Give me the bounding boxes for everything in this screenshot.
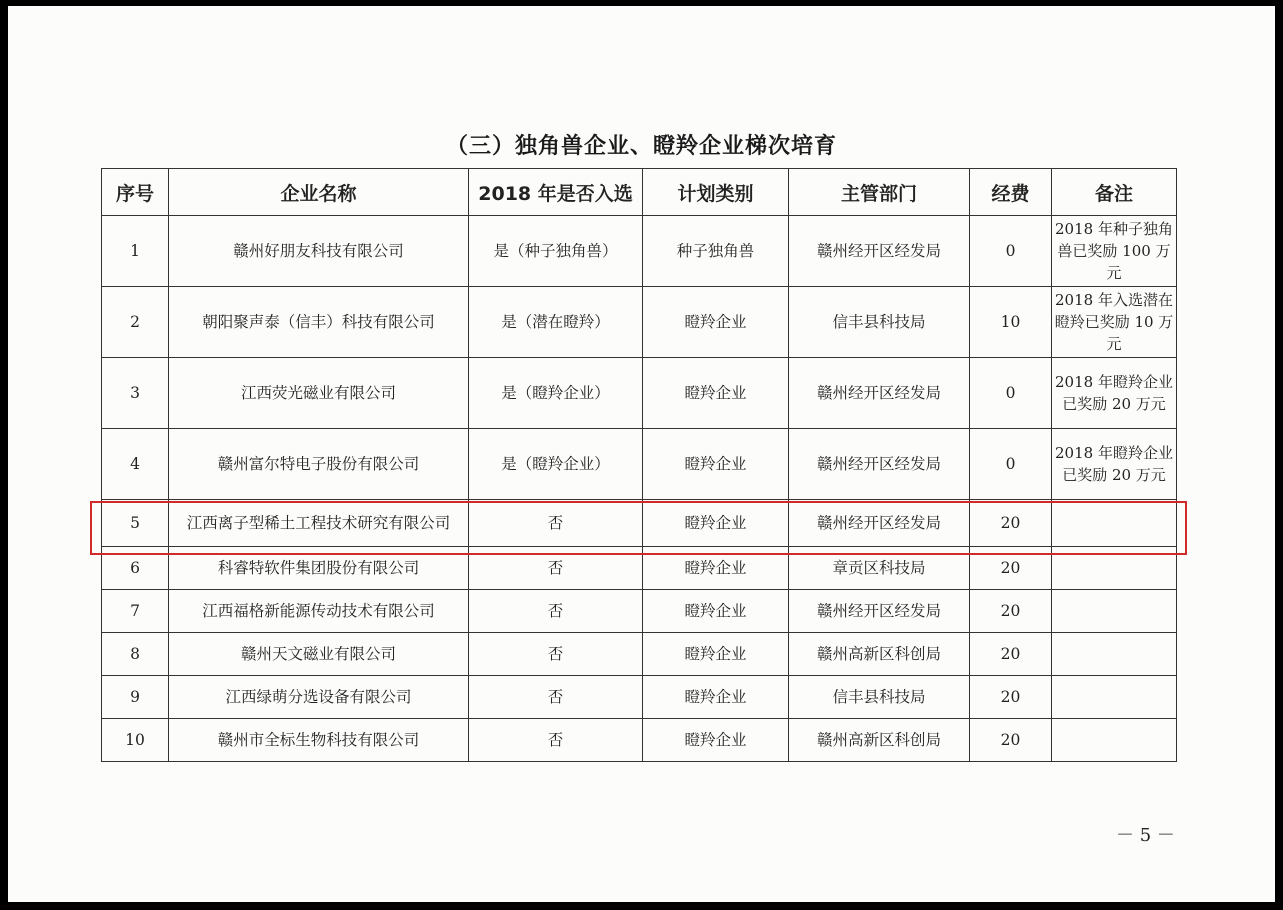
- cell-funding: 0: [970, 216, 1052, 287]
- cell-funding: 10: [970, 287, 1052, 358]
- cell-selected: 否: [469, 676, 643, 719]
- cell-no: 5: [102, 500, 169, 547]
- enterprise-table: [101, 168, 1177, 762]
- header-no: 序号: [102, 169, 169, 216]
- cell-company-name: 江西荧光磁业有限公司: [169, 358, 469, 429]
- cell-selected: 否: [469, 547, 643, 590]
- table-row: [102, 287, 1177, 358]
- table-row: [102, 358, 1177, 429]
- cell-category: 瞪羚企业: [643, 358, 789, 429]
- cell-selected: 是（瞪羚企业）: [469, 429, 643, 500]
- cell-category: 瞪羚企业: [643, 633, 789, 676]
- cell-selected: 是（潜在瞪羚）: [469, 287, 643, 358]
- cell-company-name: 赣州市全标生物科技有限公司: [169, 719, 469, 762]
- row-highlight-box: [90, 501, 1187, 555]
- cell-note: 2018 年瞪羚企业已奖励 20 万元: [1052, 358, 1177, 429]
- cell-department: 赣州经开区经发局: [789, 500, 970, 547]
- cell-company-name: 江西绿萌分选设备有限公司: [169, 676, 469, 719]
- cell-no: 2: [102, 287, 169, 358]
- cell-funding: 20: [970, 590, 1052, 633]
- cell-department: 信丰县科技局: [789, 287, 970, 358]
- document-page: [8, 6, 1275, 902]
- cell-category: 瞪羚企业: [643, 676, 789, 719]
- cell-note: 2018 年入选潜在瞪羚已奖励 10 万元: [1052, 287, 1177, 358]
- cell-category: 瞪羚企业: [643, 429, 789, 500]
- cell-no: 8: [102, 633, 169, 676]
- cell-department: 信丰县科技局: [789, 676, 970, 719]
- table-row: [102, 633, 1177, 676]
- section-title: （三）独角兽企业、瞪羚企业梯次培育: [445, 134, 837, 159]
- table-header-row: [102, 169, 1177, 216]
- cell-no: 4: [102, 429, 169, 500]
- header-company-name: 企业名称: [169, 169, 469, 216]
- table-row: [102, 719, 1177, 762]
- cell-funding: 20: [970, 500, 1052, 547]
- cell-department: 赣州经开区经发局: [789, 429, 970, 500]
- header-funding: 经费: [970, 169, 1052, 216]
- cell-no: 9: [102, 676, 169, 719]
- cell-no: 7: [102, 590, 169, 633]
- cell-note: [1052, 590, 1177, 633]
- cell-funding: 20: [970, 719, 1052, 762]
- cell-department: 赣州经开区经发局: [789, 216, 970, 287]
- table-row: [102, 676, 1177, 719]
- cell-selected: 是（瞪羚企业）: [469, 358, 643, 429]
- cell-no: 6: [102, 547, 169, 590]
- cell-company-name: 赣州富尔特电子股份有限公司: [169, 429, 469, 500]
- cell-company-name: 科睿特软件集团股份有限公司: [169, 547, 469, 590]
- table-row: [102, 590, 1177, 633]
- cell-funding: 0: [970, 358, 1052, 429]
- cell-note: [1052, 633, 1177, 676]
- cell-selected: 否: [469, 590, 643, 633]
- page-number: － 5 －: [1116, 825, 1175, 846]
- cell-category: 瞪羚企业: [643, 719, 789, 762]
- cell-category: 瞪羚企业: [643, 500, 789, 547]
- cell-note: 2018 年种子独角兽已奖励 100 万元: [1052, 216, 1177, 287]
- cell-selected: 是（种子独角兽）: [469, 216, 643, 287]
- cell-company-name: 赣州天文磁业有限公司: [169, 633, 469, 676]
- header-selected-2018: 2018 年是否入选: [469, 169, 643, 216]
- table-row: [102, 216, 1177, 287]
- cell-no: 1: [102, 216, 169, 287]
- cell-company-name: 江西福格新能源传动技术有限公司: [169, 590, 469, 633]
- cell-department: 赣州经开区经发局: [789, 358, 970, 429]
- header-department: 主管部门: [789, 169, 970, 216]
- cell-selected: 否: [469, 633, 643, 676]
- cell-category: 瞪羚企业: [643, 590, 789, 633]
- cell-funding: 20: [970, 676, 1052, 719]
- cell-category: 瞪羚企业: [643, 547, 789, 590]
- cell-selected: 否: [469, 500, 643, 547]
- cell-category: 瞪羚企业: [643, 287, 789, 358]
- header-note: 备注: [1052, 169, 1177, 216]
- cell-no: 10: [102, 719, 169, 762]
- cell-note: [1052, 719, 1177, 762]
- table-row: [102, 429, 1177, 500]
- cell-company-name: 江西离子型稀土工程技术研究有限公司: [169, 500, 469, 547]
- cell-note: [1052, 676, 1177, 719]
- cell-company-name: 朝阳聚声泰（信丰）科技有限公司: [169, 287, 469, 358]
- cell-department: 章贡区科技局: [789, 547, 970, 590]
- cell-note: 2018 年瞪羚企业已奖励 20 万元: [1052, 429, 1177, 500]
- cell-department: 赣州高新区科创局: [789, 633, 970, 676]
- cell-department: 赣州高新区科创局: [789, 719, 970, 762]
- cell-category: 种子独角兽: [643, 216, 789, 287]
- cell-funding: 20: [970, 547, 1052, 590]
- cell-funding: 20: [970, 633, 1052, 676]
- cell-department: 赣州经开区经发局: [789, 590, 970, 633]
- header-plan-category: 计划类别: [643, 169, 789, 216]
- cell-company-name: 赣州好朋友科技有限公司: [169, 216, 469, 287]
- cell-selected: 否: [469, 719, 643, 762]
- cell-no: 3: [102, 358, 169, 429]
- cell-funding: 0: [970, 429, 1052, 500]
